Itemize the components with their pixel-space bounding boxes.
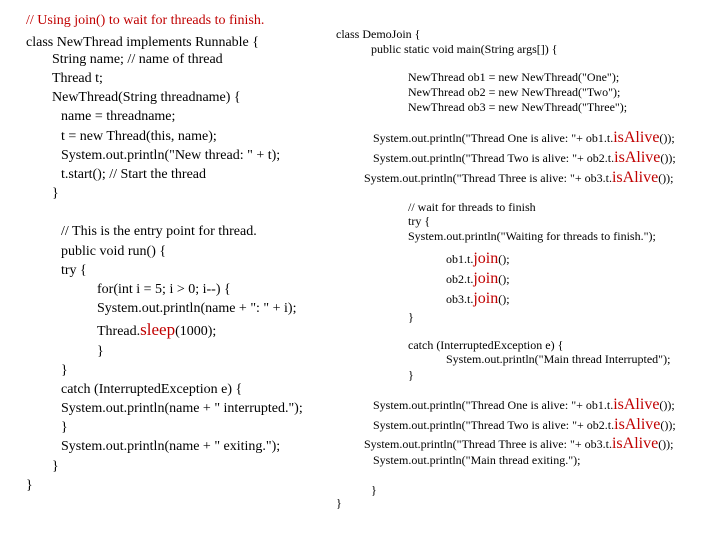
alive-recheck-1 [373,397,675,413]
join-highlight: join [473,290,499,307]
sleep-prefix: Thread. [97,324,141,339]
alive-recheck-3 [364,436,674,452]
main-exit-print: System.out.println("Main thread exiting."); [373,453,581,467]
alive-check-1-prefix: System.out.println("Thread One is alive: "+ ob1.t. [373,131,614,145]
file-comment: // Using join() to wait for threads to finish. [26,13,265,28]
constructor-new-thread: t = new Thread(this, name); [61,129,217,144]
alive-recheck-2-prefix: System.out.println("Thread Two is alive: "+ ob2.t. [373,418,615,432]
alive-recheck-2-suffix: ()); [660,418,676,432]
for-loop-open: for(int i = 5; i > 0; i--) { [97,282,231,297]
constructor-close-brace: } [52,186,59,201]
join-highlight: join [473,270,499,287]
join-ob2-prefix: ob2.t. [446,272,474,286]
newthread-class-declaration: class NewThread implements Runnable { [26,35,259,50]
constructor-print: System.out.println("New thread: " + t); [61,148,281,163]
is-alive-highlight: isAlive [613,396,660,413]
alive-recheck-2 [373,417,676,433]
alive-recheck-3-prefix: System.out.println("Thread Three is alive: "+ ob3.t. [364,437,612,451]
run-try-close-brace: } [61,363,68,378]
waiting-print: System.out.println("Waiting for threads to finish."); [408,229,656,243]
join-ob3-suffix: (); [498,292,510,306]
alive-check-1 [373,130,675,146]
join-ob3 [446,291,510,307]
run-signature: public void run() { [61,244,167,259]
main-signature: public static void main(String args[]) { [371,42,558,56]
main-catch-open: catch (InterruptedException e) { [408,338,564,352]
create-ob2: NewThread ob2 = new NewThread("Two"); [408,85,621,99]
is-alive-highlight: isAlive [611,435,659,452]
alive-recheck-1-prefix: System.out.println("Thread One is alive: "+ ob1.t. [373,398,614,412]
alive-check-3-suffix: ()); [658,171,674,185]
run-catch-open: catch (InterruptedException e) { [61,382,243,397]
join-ob1-suffix: (); [498,252,510,266]
newthread-class-close-brace: } [26,478,33,493]
is-alive-highlight: isAlive [614,149,661,166]
is-alive-highlight: isAlive [611,169,659,186]
alive-check-2-prefix: System.out.println("Thread Two is alive: "+ ob2.t. [373,151,615,165]
run-catch-print: System.out.println(name + " interrupted."); [61,401,303,416]
thread-field: Thread t; [52,71,103,86]
sleep-method-highlight: sleep [140,320,176,339]
sleep-line [97,321,216,339]
join-ob3-prefix: ob3.t. [446,292,474,306]
main-try-close-brace: } [408,310,414,324]
main-try-open: try { [408,214,431,228]
alive-check-3 [364,170,674,186]
main-catch-print: System.out.println("Main thread Interrupted"); [446,352,671,366]
name-field: String name; // name of thread [52,52,223,67]
demojoin-class-declaration: class DemoJoin { [336,27,421,41]
is-alive-highlight: isAlive [614,416,661,433]
run-catch-close-brace: } [61,420,68,435]
run-close-brace: } [52,459,59,474]
run-try-open: try { [61,263,87,278]
constructor-signature: NewThread(String threadname) { [52,90,241,105]
main-close-brace: } [371,483,377,497]
create-ob3: NewThread ob3 = new NewThread("Three"); [408,100,628,114]
constructor-assign-name: name = threadname; [61,109,176,124]
run-exit-print: System.out.println(name + " exiting."); [61,439,281,454]
main-catch-close-brace: } [408,368,414,382]
join-ob1-prefix: ob1.t. [446,252,474,266]
for-loop-close-brace: } [97,344,104,359]
alive-check-1-suffix: ()); [659,131,675,145]
run-comment: // This is the entry point for thread. [61,224,257,239]
wait-comment: // wait for threads to finish [408,200,536,214]
alive-check-3-prefix: System.out.println("Thread Three is alive: "+ ob3.t. [364,171,612,185]
demojoin-class-close-brace: } [336,496,342,510]
for-loop-print: System.out.println(name + ": " + i); [97,301,297,316]
join-ob1 [446,251,510,267]
is-alive-highlight: isAlive [613,129,660,146]
sleep-suffix: (1000); [175,324,217,339]
alive-recheck-3-suffix: ()); [658,437,674,451]
join-ob2 [446,271,510,287]
constructor-start: t.start(); // Start the thread [61,167,207,182]
create-ob1: NewThread ob1 = new NewThread("One"); [408,70,620,84]
join-ob2-suffix: (); [498,272,510,286]
alive-check-2 [373,150,676,166]
alive-recheck-1-suffix: ()); [659,398,675,412]
alive-check-2-suffix: ()); [660,151,676,165]
join-highlight: join [473,250,499,267]
